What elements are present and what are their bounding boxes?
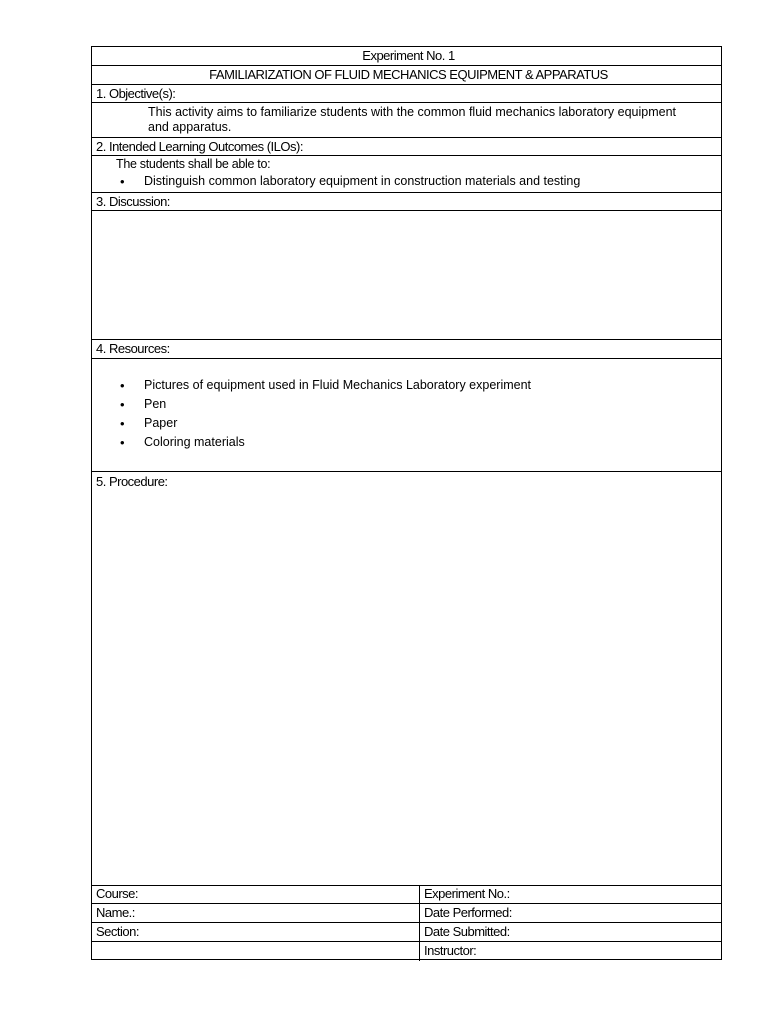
experiment-number: Experiment No. 1 xyxy=(92,47,721,66)
ilo-list xyxy=(92,172,721,191)
date-performed-label: Date Performed: xyxy=(420,904,721,923)
resources-heading: 4. Resources: xyxy=(92,340,721,359)
resources-body xyxy=(92,359,721,472)
objective-text-line2: and apparatus. xyxy=(148,120,232,134)
discussion-heading: 3. Discussion: xyxy=(92,193,721,211)
ilo-heading: 2. Intended Learning Outcomes (ILOs): xyxy=(92,138,721,156)
lab-report-form xyxy=(91,46,722,960)
list-item: • Coloring materials xyxy=(92,433,721,452)
blank-footer-cell xyxy=(92,942,419,961)
objective-body xyxy=(92,103,721,138)
ilo-intro: The students shall be able to: xyxy=(116,157,271,171)
resources-list xyxy=(92,359,721,452)
list-item: • Distinguish common laboratory equipment in construction materials and testing xyxy=(92,172,721,191)
list-item: • Pictures of equipment used in Fluid Mechanics Laboratory experiment xyxy=(92,376,721,395)
list-item: • Paper xyxy=(92,414,721,433)
objective-heading: 1. Objective(s): xyxy=(92,85,721,103)
section-label: Section: xyxy=(92,923,419,942)
course-label: Course: xyxy=(92,885,419,904)
objective-text-line1: This activity aims to familiarize students with the common fluid mechanics laboratory equipment xyxy=(148,105,676,119)
experiment-no-label: Experiment No.: xyxy=(420,885,721,904)
ilo-body xyxy=(92,156,721,193)
procedure-body xyxy=(92,491,721,885)
name-label: Name.: xyxy=(92,904,419,923)
instructor-label: Instructor: xyxy=(424,943,477,958)
date-submitted-label: Date Submitted: xyxy=(420,923,721,942)
discussion-body xyxy=(92,211,721,340)
experiment-title: FAMILIARIZATION OF FLUID MECHANICS EQUIPMENT & APPARATUS xyxy=(92,66,721,85)
procedure-heading: 5. Procedure: xyxy=(96,474,168,489)
list-item: • Pen xyxy=(92,395,721,414)
